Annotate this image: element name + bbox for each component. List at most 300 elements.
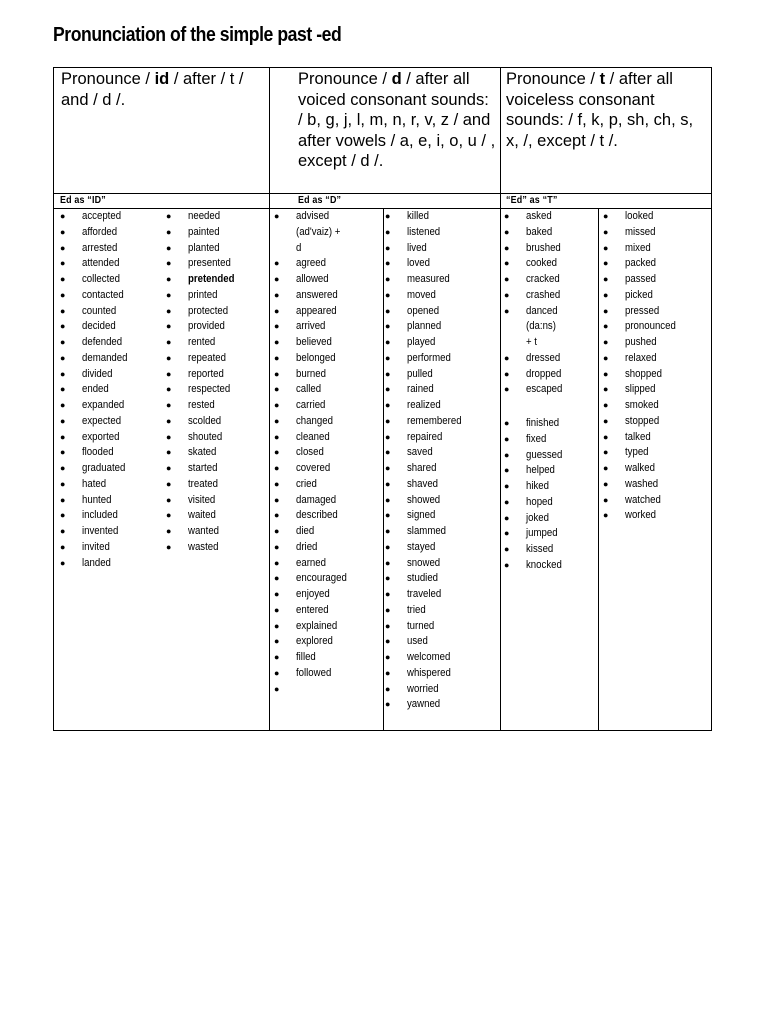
list-item-text: moved [407, 288, 436, 301]
list-item-text: shaved [407, 477, 439, 490]
list-item-text: watched [625, 493, 661, 506]
list-item [166, 414, 242, 430]
list-item-text: showed [407, 493, 441, 506]
bullet-icon: ● [504, 512, 510, 523]
list-item-text: opened [407, 304, 440, 317]
bullet-icon: ● [60, 463, 66, 473]
list-item [274, 666, 355, 682]
list-item [504, 256, 568, 272]
bullet-icon: ● [603, 211, 609, 221]
bullet-icon: ● [60, 384, 66, 395]
list-item [385, 666, 470, 682]
list-item [166, 335, 242, 351]
list-item [166, 445, 242, 461]
list-item [385, 225, 470, 241]
list-item-text: visited [188, 493, 216, 506]
bullet-icon: ● [385, 620, 391, 631]
list-item-text: pretended [188, 273, 235, 285]
bullet-icon: ● [603, 478, 609, 489]
list-item-text: repeated [188, 351, 226, 364]
list-item-text: dropped [526, 367, 562, 380]
list-item [385, 697, 470, 713]
list-item [526, 398, 568, 416]
word-list-d-b [385, 209, 470, 713]
bullet-icon: ● [504, 384, 510, 395]
list-item-text: contacted [82, 288, 124, 301]
list-item [603, 335, 684, 351]
list-item [60, 335, 135, 351]
bullet-icon: ● [274, 526, 280, 536]
list-item [385, 477, 470, 493]
bullet-icon: ● [603, 368, 609, 379]
bullet-icon: ● [504, 433, 510, 444]
bullet-icon: ● [274, 557, 280, 568]
list-item-text: printed [188, 288, 218, 301]
list-item-text: washed [625, 477, 659, 490]
list-item-text: signed [407, 509, 436, 522]
header-id: Pronounce / id / after / t / and / d /. [61, 70, 244, 109]
bullet-icon: ● [385, 573, 391, 584]
list-item [603, 477, 684, 493]
list-item [504, 304, 568, 320]
bullet-icon: ● [274, 368, 280, 379]
bullet-icon: ● [274, 573, 280, 584]
list-item [60, 272, 135, 288]
list-item-text: ended [82, 383, 109, 396]
list-item-text: performed [407, 351, 451, 364]
bullet-icon: ● [385, 400, 391, 410]
list-item [166, 241, 242, 257]
list-item [504, 209, 568, 225]
bullet-icon: ● [504, 258, 510, 269]
list-item [60, 367, 135, 383]
list-item [385, 288, 470, 304]
bullet-icon: ● [166, 289, 172, 300]
list-item [274, 524, 355, 540]
list-item [603, 209, 684, 225]
list-item-text: cooked [526, 257, 558, 270]
list-item [504, 526, 568, 542]
list-item-text: whispered [407, 666, 451, 679]
list-item [274, 288, 355, 304]
bullet-icon: ● [385, 526, 391, 536]
bullet-icon: ● [274, 258, 280, 269]
list-item-text: wasted [188, 540, 219, 553]
list-item [385, 493, 470, 509]
list-item [166, 382, 242, 398]
list-item [504, 272, 568, 288]
list-item [385, 650, 470, 666]
bullet-icon: ● [166, 384, 172, 395]
list-item [166, 256, 242, 272]
list-item [385, 571, 470, 587]
word-list-t-b [603, 209, 684, 524]
list-item [385, 256, 470, 272]
list-item-text: finished [526, 417, 560, 429]
list-item-text: (ad'vaiz) + [296, 225, 341, 238]
sub-column-divider [383, 209, 384, 730]
bullet-icon: ● [603, 494, 609, 505]
list-item [603, 272, 684, 288]
list-item [603, 461, 684, 477]
bullet-icon: ● [166, 274, 172, 284]
bullet-icon: ● [60, 321, 66, 332]
list-item [385, 619, 470, 635]
list-item [504, 558, 568, 574]
list-item-text: pushed [625, 336, 657, 348]
list-item [60, 430, 135, 446]
list-item-text: exported [82, 430, 120, 443]
list-item [274, 319, 355, 335]
list-item-text: invented [82, 525, 119, 537]
list-item [385, 508, 470, 524]
list-item [274, 272, 355, 288]
bullet-icon: ● [504, 242, 510, 253]
bullet-icon: ● [504, 481, 510, 491]
bullet-icon: ● [166, 242, 172, 253]
bullet-icon: ● [385, 699, 391, 710]
list-item-text: remembered [407, 414, 462, 427]
header-d: Pronounce / d / after all voiced consonant sounds: / b, g, j, l, m, n, r, v, z / and after vowels / a, e, i, o, u / , except / d /. [298, 70, 496, 171]
bullet-icon: ● [504, 559, 510, 570]
column-divider [269, 68, 270, 730]
bullet-icon: ● [166, 352, 172, 363]
list-item-text: flooded [82, 446, 114, 459]
list-item-text: d [296, 241, 302, 254]
list-item-text: needed [188, 210, 221, 222]
bullet-icon: ● [385, 652, 391, 662]
list-item [504, 511, 568, 527]
list-item [274, 209, 355, 225]
list-item-text: provided [188, 320, 225, 333]
list-item [60, 351, 135, 367]
list-item-text: treated [188, 477, 218, 490]
list-item [504, 241, 568, 257]
list-item [166, 524, 242, 540]
list-item-text: burned [296, 367, 326, 380]
bullet-icon: ● [274, 431, 280, 442]
list-item-text: stayed [407, 540, 436, 553]
list-item [274, 382, 355, 398]
list-item [60, 508, 135, 524]
page-title: Pronunciation of the simple past -ed [53, 24, 342, 46]
list-item [274, 493, 355, 509]
list-item [166, 540, 242, 556]
list-item-text: asked [526, 210, 552, 222]
bullet-icon: ● [603, 337, 609, 347]
list-item-text: advised [296, 210, 330, 222]
list-item-text: filled [296, 651, 316, 663]
list-item-text: escaped [526, 383, 563, 396]
list-item [60, 241, 135, 257]
list-item-text: appeared [296, 304, 337, 317]
list-item-text: hated [82, 477, 107, 490]
list-item-text: shared [407, 462, 437, 474]
list-item-text: missed [625, 225, 656, 238]
bullet-icon: ● [166, 415, 172, 426]
list-item [603, 304, 684, 320]
list-item-text: defended [82, 336, 123, 348]
list-item [603, 398, 684, 414]
list-item [603, 445, 684, 461]
bullet-icon: ● [385, 431, 391, 442]
list-item [385, 398, 470, 414]
list-item [60, 461, 135, 477]
list-item [274, 540, 355, 556]
list-item-text: called [296, 383, 322, 396]
list-item-text: counted [82, 304, 117, 317]
list-item-text: studied [407, 572, 439, 585]
bullet-icon: ● [60, 478, 66, 489]
list-item-text: invited [82, 540, 110, 553]
bullet-icon: ● [603, 321, 609, 332]
sublabel-d: Ed as “D” [298, 194, 342, 206]
bullet-icon: ● [385, 274, 391, 284]
bullet-icon: ● [385, 447, 391, 458]
list-item-text: pulled [407, 367, 433, 380]
list-item-text: rested [188, 399, 215, 411]
list-item [504, 463, 568, 479]
list-item-text: graduated [82, 462, 126, 474]
list-item-text: smoked [625, 399, 659, 411]
bullet-icon: ● [274, 415, 280, 426]
list-item [504, 479, 568, 495]
bullet-icon: ● [504, 368, 510, 379]
bullet-icon: ● [504, 211, 510, 221]
list-item-text: lived [407, 241, 427, 254]
bullet-icon: ● [60, 258, 66, 269]
list-item-text: helped [526, 464, 555, 477]
bullet-icon: ● [385, 226, 391, 237]
list-item [385, 382, 470, 398]
list-item-text: scolded [188, 414, 222, 427]
bullet-icon: ● [274, 211, 280, 221]
bullet-icon: ● [385, 589, 391, 599]
list-item-text: cleaned [296, 430, 330, 443]
list-item-text: rented [188, 336, 216, 348]
list-item [385, 414, 470, 430]
bullet-icon: ● [385, 683, 391, 694]
bullet-icon: ● [274, 667, 280, 678]
bullet-icon: ● [274, 620, 280, 631]
list-item-text: pronounced [625, 320, 676, 333]
list-item-text: (da:ns) [526, 320, 556, 333]
bullet-icon: ● [274, 400, 280, 410]
bullet-icon: ● [274, 305, 280, 316]
list-item [385, 272, 470, 288]
bullet-icon: ● [385, 604, 391, 615]
list-item [504, 495, 568, 511]
list-item-text: crashed [526, 288, 561, 301]
list-item-text: tried [407, 603, 426, 616]
list-item [504, 351, 568, 367]
list-item-text: pressed [625, 304, 660, 317]
list-item-text: earned [296, 556, 326, 569]
bullet-icon: ● [166, 431, 172, 442]
list-item [274, 256, 355, 272]
list-item [385, 209, 470, 225]
list-item [60, 540, 135, 556]
list-item-text: agreed [296, 257, 326, 270]
list-item-text: hunted [82, 493, 112, 506]
list-item [385, 556, 470, 572]
list-item-text: guessed [526, 448, 563, 461]
list-item-text: traveled [407, 588, 442, 600]
list-item [60, 225, 135, 241]
bullet-icon: ● [385, 541, 391, 552]
list-item-text: dressed [526, 351, 561, 364]
list-item [274, 619, 355, 635]
list-item [274, 587, 355, 603]
list-item-text: typed [625, 446, 649, 459]
list-item [166, 288, 242, 304]
list-item [504, 542, 568, 558]
bullet-icon: ● [274, 321, 280, 332]
list-item-text: measured [407, 273, 450, 285]
list-item-text: kissed [526, 543, 554, 555]
list-item [166, 508, 242, 524]
list-item-text: belonged [296, 351, 336, 364]
bullet-icon: ● [60, 557, 66, 568]
bullet-icon: ● [60, 305, 66, 316]
bullet-icon: ● [385, 463, 391, 473]
bullet-icon: ● [603, 352, 609, 363]
bullet-icon: ● [60, 242, 66, 253]
bullet-icon: ● [274, 384, 280, 395]
list-item [385, 603, 470, 619]
list-item-text: planned [407, 320, 442, 333]
list-item [504, 367, 568, 383]
list-item [166, 430, 242, 446]
list-item-text: included [82, 509, 118, 522]
list-item-text: enjoyed [296, 588, 330, 600]
bullet-icon: ● [166, 211, 172, 221]
list-item [60, 414, 135, 430]
list-item-text: repaired [407, 430, 443, 443]
bullet-icon: ● [274, 604, 280, 615]
bullet-icon: ● [60, 352, 66, 363]
list-item [603, 430, 684, 446]
bullet-icon: ● [60, 447, 66, 458]
bullet-icon: ● [60, 431, 66, 442]
list-item-text: painted [188, 225, 220, 238]
list-item-text: carried [296, 399, 326, 411]
bullet-icon: ● [504, 226, 510, 237]
list-item-text: danced [526, 304, 558, 317]
list-item [166, 225, 242, 241]
list-item [60, 493, 135, 509]
bullet-icon: ● [385, 510, 391, 521]
list-item [60, 319, 135, 335]
bullet-icon: ● [60, 211, 66, 221]
sub-column-divider [598, 209, 599, 730]
bullet-icon: ● [274, 274, 280, 284]
bullet-icon: ● [504, 305, 510, 316]
list-item-text: attended [82, 257, 120, 270]
list-item-text: worked [625, 509, 657, 522]
list-item [385, 367, 470, 383]
list-item [274, 367, 355, 383]
list-item-text: accepted [82, 210, 122, 222]
bullet-icon: ● [274, 478, 280, 489]
bullet-icon: ● [603, 274, 609, 284]
list-item [385, 241, 470, 257]
list-item-text: killed [407, 210, 429, 222]
bullet-icon: ● [60, 510, 66, 521]
bullet-icon: ● [274, 289, 280, 300]
row-divider [54, 193, 711, 194]
bullet-icon: ● [603, 258, 609, 269]
list-item [60, 556, 135, 572]
bullet-icon: ● [385, 258, 391, 269]
list-item [274, 430, 355, 446]
list-item [385, 587, 470, 603]
list-item [274, 445, 355, 461]
list-item-text: mixed [625, 241, 651, 254]
list-item [504, 432, 568, 448]
row-divider [54, 208, 711, 209]
list-item-text: wanted [188, 525, 220, 537]
bullet-icon: ● [603, 226, 609, 237]
list-item-text: played [407, 336, 436, 348]
word-list-t-a [504, 209, 568, 574]
sublabel-t: “Ed” as “T” [506, 194, 558, 206]
list-item-text: listened [407, 225, 441, 238]
bullet-icon: ● [166, 526, 172, 536]
bullet-icon: ● [603, 384, 609, 395]
list-item-text: turned [407, 619, 435, 632]
bullet-icon: ● [504, 418, 510, 428]
bullet-icon: ● [504, 449, 510, 460]
list-item [296, 241, 355, 257]
list-item-text: landed [82, 556, 111, 569]
list-item-text: described [296, 509, 338, 522]
bullet-icon: ● [603, 447, 609, 458]
bullet-icon: ● [274, 352, 280, 363]
list-item-text: died [296, 525, 315, 537]
list-item-text: decided [82, 320, 116, 333]
bullet-icon: ● [274, 636, 280, 647]
list-item-text: loved [407, 257, 431, 270]
list-item-text: cracked [526, 273, 560, 285]
bullet-icon: ● [166, 541, 172, 552]
list-item-text: fixed [526, 432, 547, 445]
list-item-text: skated [188, 446, 217, 459]
bullet-icon: ● [166, 494, 172, 505]
list-item [603, 256, 684, 272]
list-item [603, 414, 684, 430]
word-list-id-a [60, 209, 135, 571]
bullet-icon: ● [385, 636, 391, 647]
bullet-icon: ● [385, 368, 391, 379]
bullet-icon: ● [603, 289, 609, 300]
list-item-text: allowed [296, 273, 329, 285]
bullet-icon: ● [385, 415, 391, 426]
bullet-icon: ● [60, 274, 66, 284]
list-item-text: walked [625, 462, 655, 474]
list-item-text: slammed [407, 525, 447, 537]
bullet-icon: ● [603, 510, 609, 521]
bullet-icon: ● [504, 289, 510, 300]
bullet-icon: ● [385, 337, 391, 347]
list-item-text: answered [296, 288, 338, 301]
bullet-icon: ● [385, 289, 391, 300]
list-item-text: picked [625, 288, 653, 301]
list-item-text: expected [82, 414, 122, 427]
bullet-icon: ● [603, 242, 609, 253]
list-item-text: cried [296, 477, 317, 490]
list-item [274, 571, 355, 587]
